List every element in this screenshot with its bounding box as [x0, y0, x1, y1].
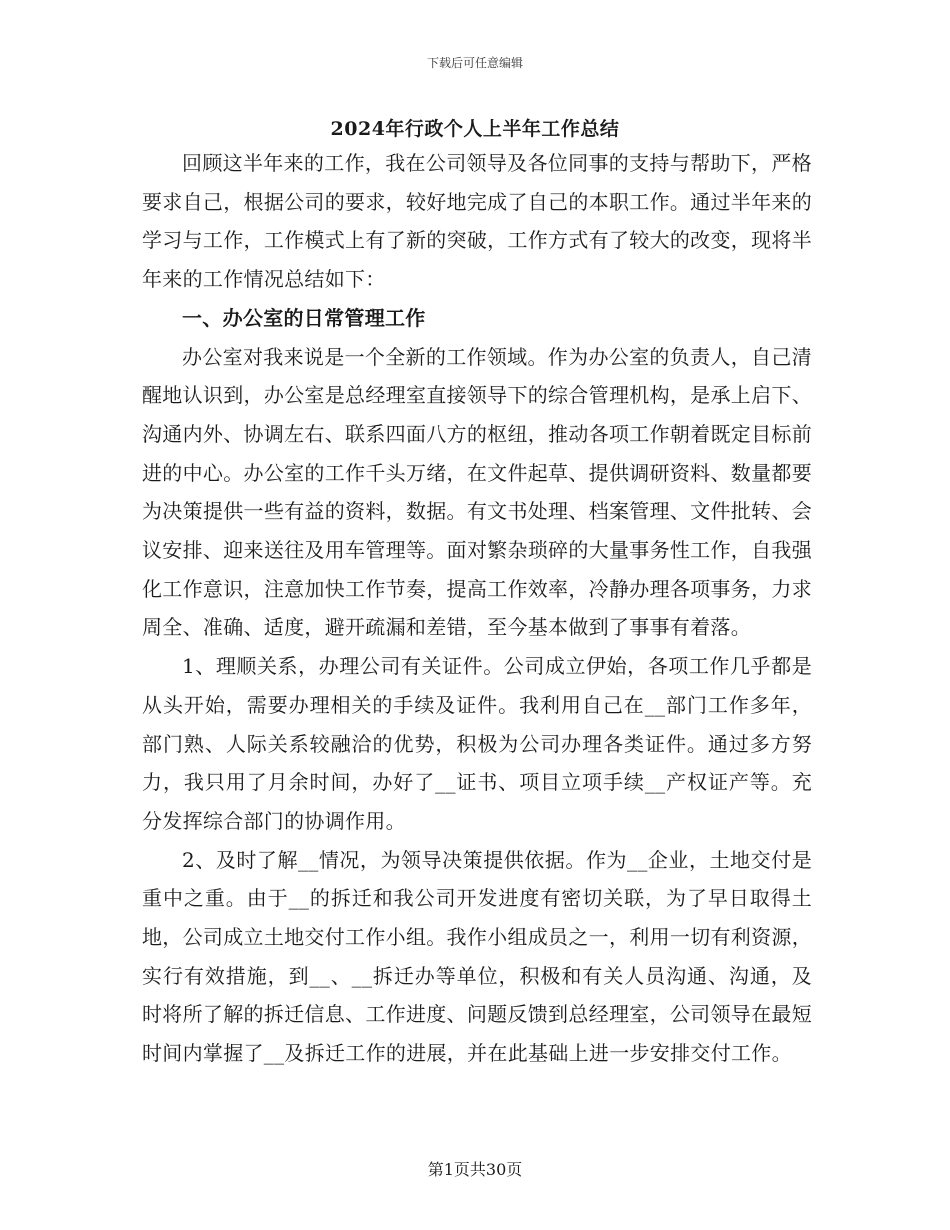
item-1-paragraph: 1、理顺关系，办理公司有关证件。公司成立伊始，各项工作几乎都是从头开始，需要办理相关的手续及证件。我利用自己在__部门工作多年，部门熟、人际关系较融洽的优势，积极为公司办理各类证件。通过多方努力，我只用了月余时间，办好了__证书、项目立项手续__产权证产等。充分发挥综合部门的协调作用。	[142, 654, 812, 833]
intro-paragraph: 回顾这半年来的工作，我在公司领导及各位同事的支持与帮助下，严格要求自己，根据公司的要求，较好地完成了自己的本职工作。通过半年来的学习与工作，工作模式上有了新的突破，工作方式有了较大的改变，现将半年来的工作情况总结如下：	[142, 151, 812, 292]
item-2-paragraph: 2、及时了解__情况，为领导决策提供依据。作为__企业，土地交付是重中之重。由于__的拆迁和我公司开发进度有密切关联，为了早日取得土地，公司成立土地交付工作小组。我作小组成员之一，利用一切有利资源，实行有效措施，到__、__拆迁办等单位，积极和有关人员沟通、沟通，及时将所了解的拆迁信息、工作进度、问题反馈到总经理室，公司领导在最短时间内掌握了__及拆迁工作的进展，并在此基础上进一步安排交付工作。	[142, 847, 812, 1066]
page-number: 第1页共30页	[427, 1160, 523, 1179]
document-title: 2024年行政个人上半年工作总结	[330, 118, 620, 140]
office-work-paragraph: 办公室对我来说是一个全新的工作领域。作为办公室的负责人，自己清醒地认识到，办公室是总经理室直接领导下的综合管理机构，是承上启下、沟通内外、协调左右、联系四面八方的枢纽，推动各项工作朝着既定目标前进的中心。办公室的工作千头万绪，在文件起草、提供调研资料、数量都要为决策提供一些有益的资料，数据。有文书处理、档案管理、文件批转、会议安排、迎来送往及用车管理等。面对繁杂琐碎的大量事务性工作，自我强化工作意识，注意加快工作节奏，提高工作效率，冷静办理各项事务，力求周全、准确、适度，避开疏漏和差错，至今基本做到了事事有着落。	[142, 344, 812, 640]
header-note: 下载后可任意编辑	[426, 56, 523, 70]
document-body	[142, 144, 812, 1073]
section-heading: 一、办公室的日常管理工作	[182, 305, 426, 330]
